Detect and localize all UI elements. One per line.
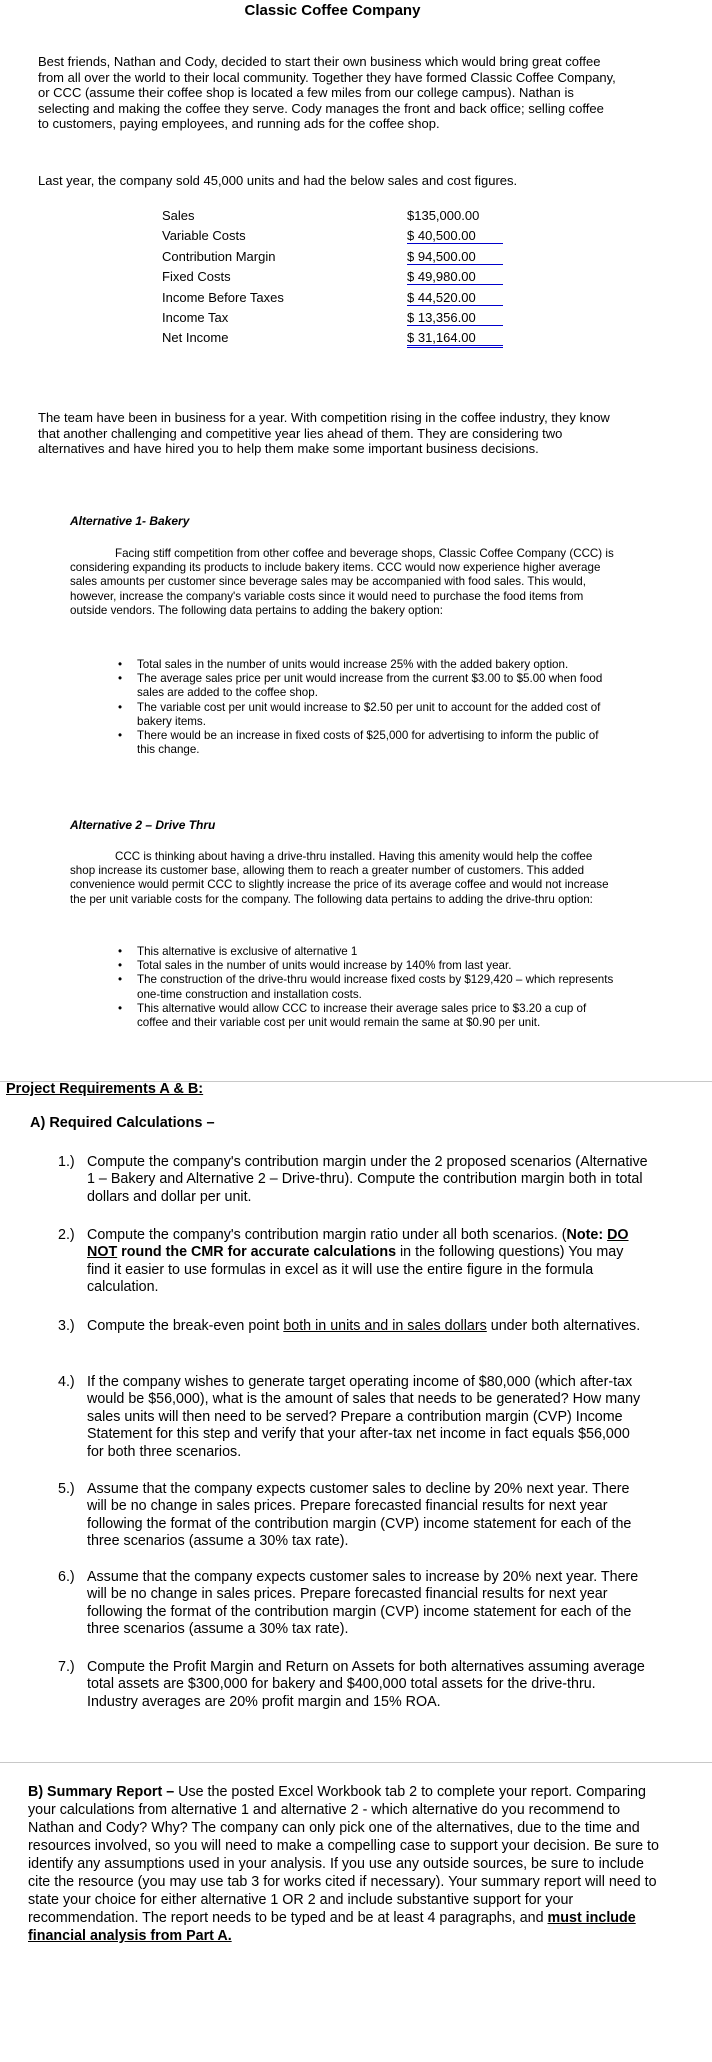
bullet-icon: • xyxy=(118,959,123,973)
list-item: • The variable cost per unit would increase to $2.50 per unit to account for the added cost of bakery items. xyxy=(118,700,601,728)
financial-label: Income Tax xyxy=(162,309,229,325)
list-item: • There would be an increase in fixed costs of $25,000 for advertising to inform the public of this change. xyxy=(118,729,599,757)
financial-statement xyxy=(162,208,512,351)
financial-label: Fixed Costs xyxy=(162,269,231,285)
item-number: 4.) xyxy=(58,1374,75,1390)
item-text: Compute the company's contribution margin ratio under all both scenarios. (Note: DO NOT round the CMR for accurate calculations in the following questions) You may find it easier to use formulas in excel as it will use the entire figure in the formula calculation. xyxy=(87,1227,629,1296)
section-divider xyxy=(0,1762,712,1763)
item-text: Assume that the company expects customer sales to increase by 20% next year. There will be no change in sales prices. Prepare forecasted financial results for next year following the format of the contribution margin (CVP) income statement for each of the three scenarios (assume a 30% tax rate). xyxy=(87,1569,639,1638)
financial-label: Net Income xyxy=(162,330,229,346)
summary-text: Use the posted Excel Workbook tab 2 to complete your report. Comparing your calculations from alternative 1 and alternative 2 - which alternative do you recommend to Nathan and Cody? Why? The company can only pick one of the alternatives, due to the time and resources involved, so you will need to make a compelling case to support your decision. Be sure to identify any assumptions used in your analysis. If you use any outside sources, be sure to include cite the resource (you may use tab 3 for works cited if necessary). Your summary report will need to state your choice for either alternative 1 OR 2 and include substantive support for your recommendation. The report needs to be typed and be at least 4 paragraphs, and xyxy=(28,1784,659,1926)
financial-value: $ 40,500.00 xyxy=(407,228,503,244)
financial-row xyxy=(162,269,512,289)
requirements-title: Project Requirements A & B: xyxy=(6,1081,204,1097)
item-number: 3.) xyxy=(58,1318,75,1334)
alt2-bullet-list xyxy=(118,945,617,1030)
list-item xyxy=(58,1318,648,1335)
financial-row xyxy=(162,228,512,248)
financial-row xyxy=(162,249,512,269)
section-a-title: A) Required Calculations – xyxy=(30,1115,215,1131)
financial-row xyxy=(162,330,512,350)
financial-value: $ 13,356.00 xyxy=(407,310,503,326)
bullet-icon: • xyxy=(118,658,123,671)
financial-row xyxy=(162,310,512,330)
list-item xyxy=(58,1227,648,1297)
bullet-icon: • xyxy=(118,973,123,987)
list-item xyxy=(58,1154,648,1206)
financial-label: Income Before Taxes xyxy=(162,289,284,305)
item-number: 7.) xyxy=(58,1659,75,1675)
bullet-icon: • xyxy=(118,672,123,686)
bullet-icon: • xyxy=(118,729,123,743)
bullet-icon: • xyxy=(118,1001,123,1015)
item-text: If the company wishes to generate target operating income of $80,000 (which after-tax would be $56,000), what is the amount of sales that needs to be generated? How many sales units will then need to be served? Prepare a contribution margin (CVP) Income Statement for this step and verify that your after-tax net income in fact equals $56,000 for both three scenarios. xyxy=(87,1374,641,1460)
list-item: • This alternative would allow CCC to increase their average sales price to $3.20 a cup of coffee and their variable cost per unit would remain the same at $0.90 per unit. xyxy=(118,1001,587,1030)
financial-value: $ 94,500.00 xyxy=(407,249,503,265)
financial-value: $ 44,520.00 xyxy=(407,290,503,306)
financial-row xyxy=(162,208,512,228)
intro-paragraph: Best friends, Nathan and Cody, decided to start their own business which would bring great coffee from all over the world to their local community. Together they have formed Classic Coffee Company, or CCC (assume their coffee shop is located a few miles from our college campus). Nathan is selecting and making the coffee they serve. Cody manages the front and back office; selling coffee to customers, paying employees, and running ads for the coffee shop. xyxy=(38,54,616,131)
financial-label: Variable Costs xyxy=(162,228,246,244)
bullet-icon: • xyxy=(118,700,123,714)
list-item xyxy=(58,1659,648,1711)
summary-label: B) Summary Report – xyxy=(28,1784,175,1800)
alt2-paragraph: CCC is thinking about having a drive-thru installed. Having this amenity would help the coffee shop increase its customer base, allowing them to reach a greater number of customers. This added convenience would permit CCC to slightly increase the price of its average coffee and would not increase the per unit variable costs for the company. The following data pertains to adding the drive-thru option: xyxy=(70,850,609,906)
item-number: 5.) xyxy=(58,1481,75,1497)
summary-report-paragraph xyxy=(28,1783,668,1945)
list-item: • The average sales price per unit would increase from the current $3.00 to $5.00 when food sales are added to the coffee shop. xyxy=(118,672,603,700)
item-number: 2.) xyxy=(58,1227,75,1243)
financial-value: $ 49,980.00 xyxy=(407,269,503,285)
team-paragraph: The team have been in business for a year. With competition rising in the coffee industry, they know that another challenging and competitive year lies ahead of them. They are considering two alternatives and have hired you to help them make some important business decisions. xyxy=(38,410,610,456)
list-item: • This alternative is exclusive of alternative 1 xyxy=(118,945,358,958)
list-item: • Total sales in the number of units would increase 25% with the added bakery option. xyxy=(118,658,569,671)
alt1-bullet-list xyxy=(118,658,612,757)
summary-must: must include financial analysis from Part A. xyxy=(28,1910,636,1944)
list-item xyxy=(58,1569,648,1639)
financial-label: Sales xyxy=(162,208,195,223)
list-item: • The construction of the drive-thru would increase fixed costs by $129,420 – which represents one-time construction and installation costs. xyxy=(118,973,614,1001)
financial-value: $135,000.00 xyxy=(407,208,480,223)
item-number: 6.) xyxy=(58,1569,75,1585)
item-number: 1.) xyxy=(58,1154,75,1170)
financial-label: Contribution Margin xyxy=(162,248,276,264)
item-text: Compute the Profit Margin and Return on Assets for both alternatives assuming average total assets are $300,000 for bakery and $400,000 total assets for the drive-thru. Industry averages are 20% profit margin and 15% ROA. xyxy=(87,1659,645,1710)
list-item: • Total sales in the number of units would increase by 140% from last year. xyxy=(118,959,512,973)
list-item xyxy=(58,1374,648,1461)
page-title: Classic Coffee Company xyxy=(244,2,421,19)
alt2-heading: Alternative 2 – Drive Thru xyxy=(70,818,216,832)
financial-value: $ 31,164.00 xyxy=(407,330,503,348)
bullet-icon: • xyxy=(118,945,123,958)
item-text: Assume that the company expects customer sales to decline by 20% next year. There will be no change in sales prices. Prepare forecasted financial results for next year following the format of the contribution margin (CVP) income statement for each of the three scenarios (assume a 30% tax rate). xyxy=(87,1481,632,1550)
sales-summary-sentence: Last year, the company sold 45,000 units and had the below sales and cost figures. xyxy=(38,173,518,188)
alt1-heading: Alternative 1- Bakery xyxy=(70,514,190,528)
financial-row xyxy=(162,290,512,310)
alt1-paragraph: Facing stiff competition from other coffee and beverage shops, Classic Coffee Company (CCC) is considering expanding its products to include bakery items. CCC would now experience higher average sales amounts per customer since beverage sales may be accompanied with food sales. This would, however, increase the company's variable costs since it would need to purchase the food items from outside vendors. The following data pertains to adding the bakery option: xyxy=(70,547,614,617)
item-text: Compute the company's contribution margin under the 2 proposed scenarios (Alternative 1 – Bakery and Alternative 2 – Drive-thru). Compute the contribution margin both in total dollars and dollar per unit. xyxy=(87,1154,648,1205)
item-text: Compute the break-even point both in units and in sales dollars under both alternatives. xyxy=(87,1318,641,1334)
list-item xyxy=(58,1481,648,1551)
